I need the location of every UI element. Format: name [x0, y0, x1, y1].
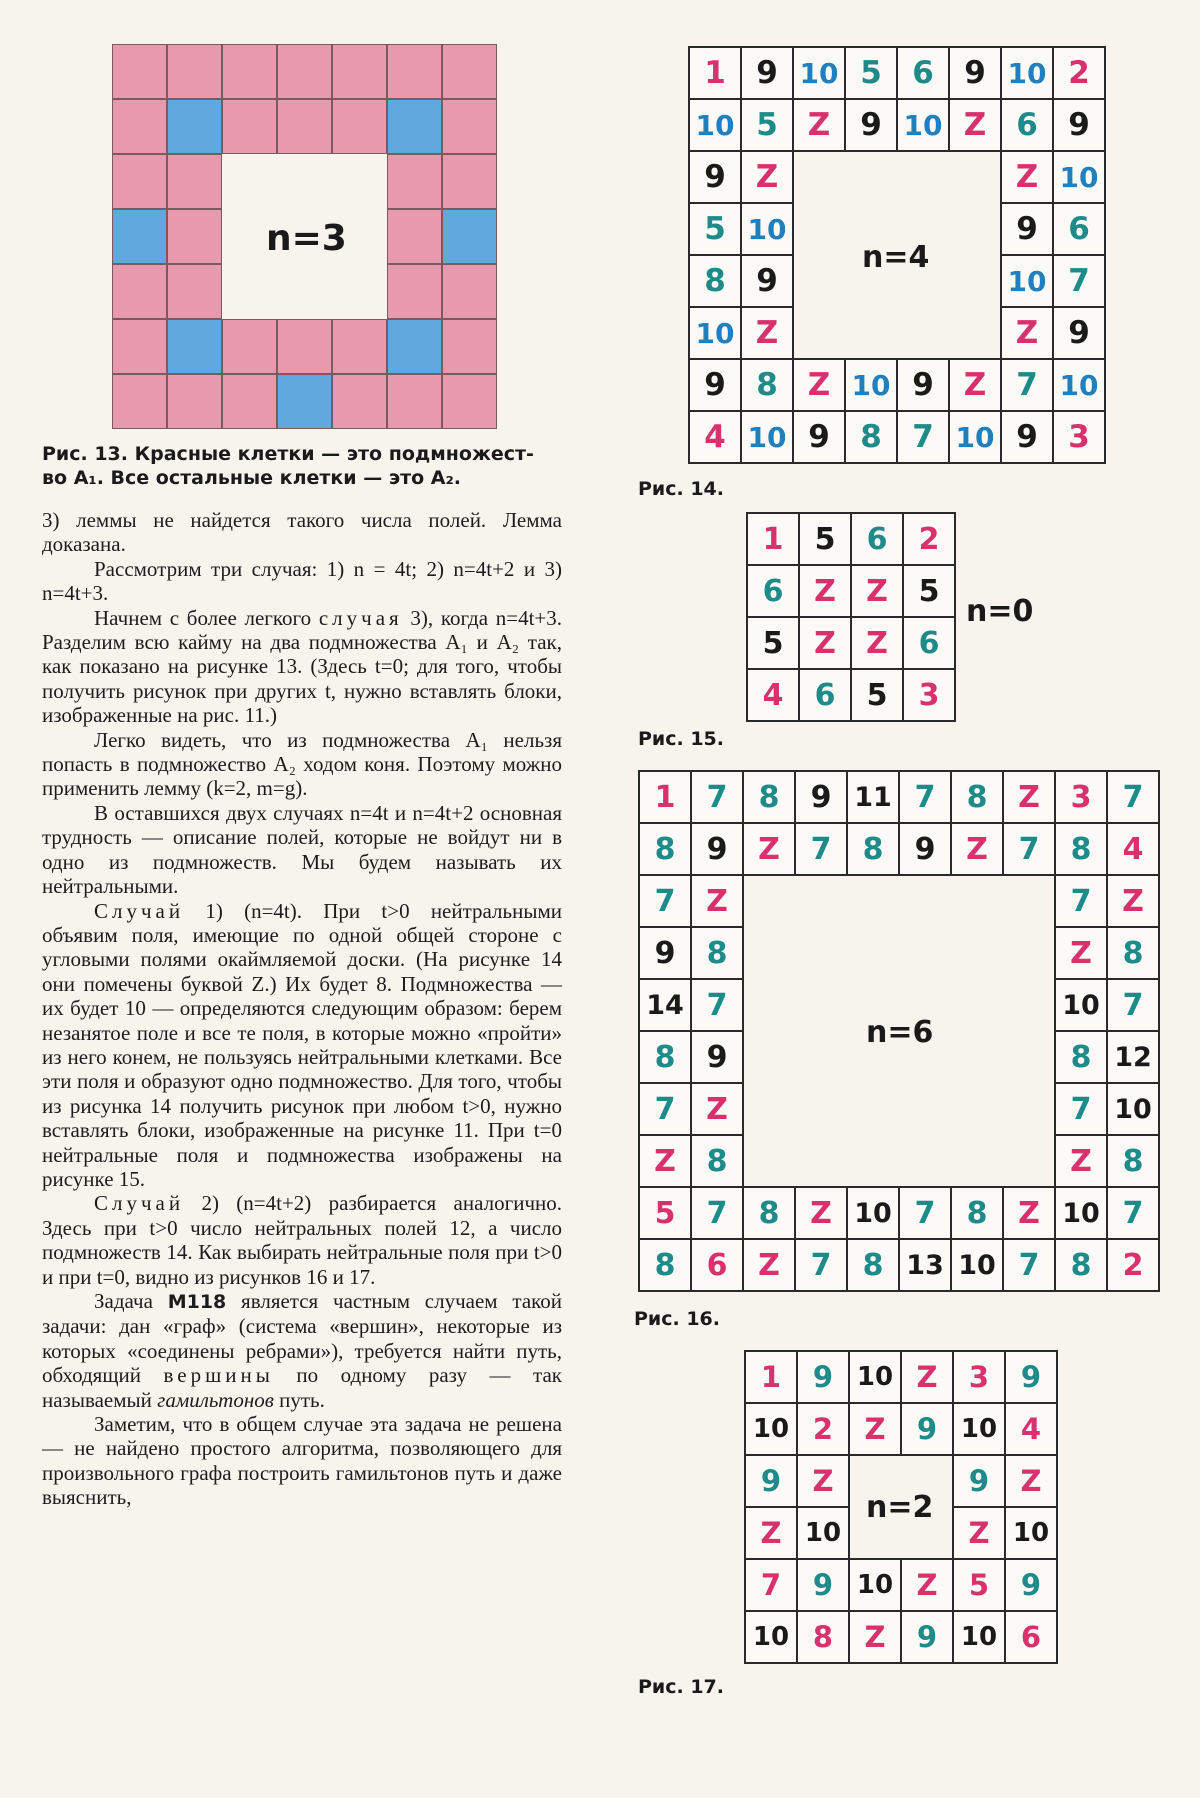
neutral-cell: Z: [948, 98, 1002, 152]
grid-cell: 1: [744, 1350, 798, 1404]
neutral-cell: Z: [952, 1506, 1006, 1560]
grid-cell: 9: [952, 1454, 1006, 1508]
spaced-word: случая: [318, 605, 403, 630]
neutral-cell: Z: [798, 616, 852, 670]
grid-cell: 10: [740, 410, 794, 464]
neutral-cell: Z: [742, 822, 796, 876]
grid-cell: 8: [688, 254, 742, 308]
grid-cell: 7: [690, 1186, 744, 1240]
grid-cell: 10: [744, 1610, 798, 1664]
blue-cell: [112, 209, 167, 264]
grid-cell: 8: [742, 770, 796, 824]
grid-cell: 7: [744, 1558, 798, 1612]
red-cell: [222, 44, 277, 99]
red-cell: [332, 374, 387, 429]
grid-cell: 10: [1052, 358, 1106, 412]
grid-cell: 9: [796, 1558, 850, 1612]
neutral-cell: Z: [900, 1350, 954, 1404]
red-cell: [277, 44, 332, 99]
grid-cell: 10: [688, 306, 742, 360]
grid-cell: 8: [796, 1610, 850, 1664]
article-text: [42, 508, 562, 1510]
grid-cell: 7: [690, 978, 744, 1032]
red-cell: [442, 319, 497, 374]
red-cell: [112, 99, 167, 154]
grid-cell: 10: [1004, 1506, 1058, 1560]
figure-15-label: n=0: [966, 594, 1034, 629]
red-cell: [442, 374, 497, 429]
red-cell: [442, 99, 497, 154]
grid-cell: 5: [688, 202, 742, 256]
red-cell: [112, 264, 167, 319]
grid-cell: 9: [896, 358, 950, 412]
grid-cell: 9: [948, 46, 1002, 100]
blue-cell: [387, 319, 442, 374]
grid-cell: 7: [896, 410, 950, 464]
grid-cell: 10: [1052, 150, 1106, 204]
neutral-cell: Z: [1106, 874, 1160, 928]
grid-cell: 7: [794, 822, 848, 876]
text-run: 2) (n=4t+2) разбирается аналогично. Здесь при t>0 число нейтральных полей 12, а число подмножеств 14. Как выбирать нейтральные поля при t>0 и при t=0, видно из рисунков 16 и 17.: [42, 1191, 562, 1289]
grid-cell: 10: [846, 1186, 900, 1240]
neutral-cell: Z: [850, 616, 904, 670]
paragraph: [42, 606, 562, 728]
grid-cell: 6: [1052, 202, 1106, 256]
neutral-cell: Z: [900, 1558, 954, 1612]
grid-cell: 8: [950, 770, 1004, 824]
grid-cell: 10: [952, 1402, 1006, 1456]
grid-cell: 9: [688, 150, 742, 204]
grid-cell: 10: [1054, 978, 1108, 1032]
grid-cell: 9: [688, 358, 742, 412]
neutral-cell: Z: [1002, 1186, 1056, 1240]
grid-cell: 9: [796, 1350, 850, 1404]
text-run: путь.: [273, 1387, 325, 1412]
red-cell: [167, 264, 222, 319]
grid-cell: 12: [1106, 1030, 1160, 1084]
neutral-cell: Z: [850, 564, 904, 618]
grid-cell: 9: [1004, 1558, 1058, 1612]
grid-cell: 9: [638, 926, 692, 980]
neutral-cell: Z: [690, 1082, 744, 1136]
grid-cell: 7: [1054, 1082, 1108, 1136]
grid-cell: 2: [1052, 46, 1106, 100]
grid-cell: 7: [1002, 822, 1056, 876]
red-cell: [332, 44, 387, 99]
red-cell: [277, 319, 332, 374]
grid-cell: 1: [688, 46, 742, 100]
grid-cell: 7: [690, 770, 744, 824]
text-run: является частным случаем такой задачи: дан «граф» (система «вершин», некоторые из которых «соединены ребрами»), требуется найти путь, обходящий: [42, 1289, 563, 1388]
grid-cell: 8: [1106, 1134, 1160, 1188]
grid-cell: 10: [950, 1238, 1004, 1292]
grid-cell: 10: [952, 1610, 1006, 1664]
grid-cell: 5: [740, 98, 794, 152]
red-cell: [112, 374, 167, 429]
neutral-cell: Z: [1002, 770, 1056, 824]
neutral-cell: Z: [848, 1402, 902, 1456]
grid-cell: 9: [898, 822, 952, 876]
grid-cell: 6: [690, 1238, 744, 1292]
grid-cell: 7: [898, 1186, 952, 1240]
grid-cell: 1: [746, 512, 800, 566]
spaced-word: Случай: [94, 898, 185, 923]
grid-cell: 5: [850, 668, 904, 722]
grid-cell: 10: [844, 358, 898, 412]
figure-13-caption: [42, 442, 562, 490]
grid-cell: 5: [638, 1186, 692, 1240]
grid-cell: 10: [792, 46, 846, 100]
red-cell: [387, 374, 442, 429]
neutral-cell: Z: [792, 358, 846, 412]
neutral-cell: Z: [1000, 150, 1054, 204]
grid-cell: 8: [1054, 822, 1108, 876]
neutral-cell: Z: [792, 98, 846, 152]
neutral-cell: Z: [1054, 926, 1108, 980]
grid-cell: 7: [638, 874, 692, 928]
grid-cell: 5: [746, 616, 800, 670]
grid-cell: 7: [638, 1082, 692, 1136]
grid-cell: 6: [896, 46, 950, 100]
grid-cell: 4: [1106, 822, 1160, 876]
grid-cell: 10: [1000, 254, 1054, 308]
grid-cell: 10: [948, 410, 1002, 464]
red-cell: [387, 264, 442, 319]
paragraph: Легко видеть, что из подмножества A₁ нельзя попасть в подмножество A₂ ходом коня. Поэтому можно применить лемму (k=2, m=g).: [42, 727, 562, 801]
neutral-cell: Z: [794, 1186, 848, 1240]
grid-cell: 10: [896, 98, 950, 152]
red-cell: [442, 264, 497, 319]
grid-cell: 3: [1052, 410, 1106, 464]
figure-14-label: n=4: [862, 240, 930, 275]
grid-cell: 13: [898, 1238, 952, 1292]
grid-cell: 9: [740, 46, 794, 100]
grid-cell: 6: [798, 668, 852, 722]
spaced-word: вершины: [163, 1363, 274, 1388]
neutral-cell: Z: [742, 1238, 796, 1292]
neutral-cell: Z: [1004, 1454, 1058, 1508]
neutral-cell: Z: [950, 822, 1004, 876]
grid-cell: 9: [744, 1454, 798, 1508]
grid-cell: 2: [902, 512, 956, 566]
grid-cell: 8: [740, 358, 794, 412]
grid-cell: 8: [690, 926, 744, 980]
red-cell: [112, 44, 167, 99]
red-cell: [387, 154, 442, 209]
grid-cell: 11: [846, 770, 900, 824]
neutral-cell: Z: [690, 874, 744, 928]
grid-cell: 8: [846, 822, 900, 876]
red-cell: [112, 319, 167, 374]
neutral-cell: Z: [1054, 1134, 1108, 1188]
figure-15-caption: Рис. 15.: [638, 728, 724, 750]
grid-cell: 7: [1106, 1186, 1160, 1240]
text-run: 1) (n=4t). При t>0 нейтральными объявим поля, имеющие по одной общей стороне с угловыми полями окаймляемой доски. (На рисунке 14 они помечены буквой Z.) Их будет 8. Подмножества — их будет 10 — определяются следующим образом: берем незанятое поле и все те поля, в которые можно «пройти» из него конем, не пользуясь нейтральными клетками. Все эти поля и образуют одно подмножество. Для того, чтобы из рисунка 14 получить рисунок при любом t>0, нужно вставлять блоки, изображенные на рисунке 11. При t=0 нейтральные поля и подмножества изображены на рисунке 15.: [42, 898, 562, 1191]
grid-cell: 4: [1004, 1402, 1058, 1456]
figure-17-caption: Рис. 17.: [638, 1676, 724, 1698]
grid-cell: 7: [1106, 770, 1160, 824]
grid-cell: 3: [952, 1350, 1006, 1404]
grid-cell: 9: [900, 1402, 954, 1456]
grid-cell: 7: [898, 770, 952, 824]
grid-cell: 10: [740, 202, 794, 256]
paragraph: Рассмотрим три случая: 1) n = 4t; 2) n=4t+2 и 3) n=4t+3.: [42, 556, 562, 606]
grid-cell: 9: [1000, 202, 1054, 256]
grid-cell: 5: [902, 564, 956, 618]
spaced-word: Случай: [94, 1191, 185, 1216]
red-cell: [332, 99, 387, 154]
blue-cell: [387, 99, 442, 154]
paragraph: [42, 1191, 562, 1289]
red-cell: [442, 154, 497, 209]
grid-cell: 9: [1004, 1350, 1058, 1404]
grid-cell: 10: [744, 1402, 798, 1456]
grid-cell: 8: [1054, 1238, 1108, 1292]
blue-cell: [442, 209, 497, 264]
grid-cell: 5: [844, 46, 898, 100]
grid-cell: 8: [690, 1134, 744, 1188]
grid-cell: 8: [638, 1238, 692, 1292]
grid-cell: 10: [848, 1350, 902, 1404]
problem-number: M118: [167, 1291, 227, 1313]
grid-cell: 6: [902, 616, 956, 670]
neutral-cell: Z: [798, 564, 852, 618]
grid-cell: 9: [690, 1030, 744, 1084]
grid-cell: 6: [746, 564, 800, 618]
grid-cell: 8: [950, 1186, 1004, 1240]
text-run: по одному разу — так называемый: [42, 1363, 562, 1412]
grid-cell: 8: [742, 1186, 796, 1240]
neutral-cell: Z: [740, 306, 794, 360]
text-run: Начнем с более легкого: [94, 605, 319, 630]
grid-cell: 9: [690, 822, 744, 876]
red-cell: [167, 154, 222, 209]
figure-16-caption: Рис. 16.: [634, 1308, 720, 1330]
paragraph: 3) леммы не найдется такого числа полей. Лемма доказана.: [42, 508, 562, 557]
grid-cell: 9: [1052, 98, 1106, 152]
figure-14-caption: Рис. 14.: [638, 478, 724, 500]
grid-cell: 6: [1004, 1610, 1058, 1664]
blue-cell: [277, 374, 332, 429]
grid-cell: 9: [792, 410, 846, 464]
grid-cell: 9: [740, 254, 794, 308]
red-cell: [277, 99, 332, 154]
neutral-cell: Z: [848, 1610, 902, 1664]
grid-cell: 3: [902, 668, 956, 722]
grid-cell: 1: [638, 770, 692, 824]
grid-cell: 10: [1000, 46, 1054, 100]
grid-cell: 6: [850, 512, 904, 566]
neutral-cell: Z: [638, 1134, 692, 1188]
figure-16-label: n=6: [866, 1015, 934, 1050]
grid-cell: 7: [1106, 978, 1160, 1032]
grid-cell: 2: [796, 1402, 850, 1456]
figure-13-label: n=3: [266, 218, 347, 259]
grid-cell: 9: [794, 770, 848, 824]
red-cell: [222, 99, 277, 154]
figure-13-caption-line1: Рис. 13. Красные клетки — это подмножест-: [42, 443, 534, 465]
red-cell: [222, 319, 277, 374]
figure-17-label: n=2: [866, 1490, 934, 1525]
grid-cell: 9: [1052, 306, 1106, 360]
grid-cell: 7: [1052, 254, 1106, 308]
neutral-cell: Z: [740, 150, 794, 204]
red-cell: [167, 44, 222, 99]
grid-cell: 9: [844, 98, 898, 152]
grid-cell: 3: [1054, 770, 1108, 824]
grid-cell: 5: [952, 1558, 1006, 1612]
grid-cell: 5: [798, 512, 852, 566]
paragraph: В оставшихся двух случаях n=4t и n=4t+2 основная трудность — описание полей, которые не войдут ни в одно из подмножеств. Мы будем называть их нейтральными.: [42, 800, 562, 899]
neutral-cell: Z: [744, 1506, 798, 1560]
grid-cell: 10: [848, 1558, 902, 1612]
grid-cell: 6: [1000, 98, 1054, 152]
blue-cell: [167, 99, 222, 154]
grid-cell: 9: [1000, 410, 1054, 464]
grid-cell: 4: [746, 668, 800, 722]
neutral-cell: Z: [948, 358, 1002, 412]
red-cell: [387, 44, 442, 99]
paragraph: Заметим, что в общем случае эта задача не решена — не найдено простого алгоритма, позволяющего для произвольного графа построить гамильтонов путь и даже выяснить,: [42, 1412, 562, 1510]
grid-cell: 4: [688, 410, 742, 464]
neutral-cell: Z: [796, 1454, 850, 1508]
grid-cell: 2: [1106, 1238, 1160, 1292]
grid-cell: 7: [1054, 874, 1108, 928]
red-cell: [442, 44, 497, 99]
figure-13-caption-line2: во А₁. Все остальные клетки — это А₂.: [42, 467, 462, 489]
red-cell: [387, 209, 442, 264]
grid-cell: 7: [794, 1238, 848, 1292]
text-run: Задача: [94, 1289, 168, 1313]
red-cell: [167, 374, 222, 429]
grid-cell: 10: [796, 1506, 850, 1560]
grid-cell: 8: [1054, 1030, 1108, 1084]
blue-cell: [167, 319, 222, 374]
grid-cell: 8: [638, 822, 692, 876]
grid-cell: 10: [1054, 1186, 1108, 1240]
red-cell: [332, 319, 387, 374]
paragraph: [42, 1289, 562, 1412]
grid-cell: 9: [900, 1610, 954, 1664]
grid-cell: 8: [844, 410, 898, 464]
red-cell: [112, 154, 167, 209]
grid-cell: 10: [1106, 1082, 1160, 1136]
grid-cell: 7: [1002, 1238, 1056, 1292]
text-run: 3), когда n=4t+3. Разделим всю кайму на два подмножества A₁ и A₂ так, как показано на рисунке 13. (Здесь t=0; для того, чтобы получить рисунок при других t, нужно вставлять блоки, изображенные на рис. 11.): [42, 605, 562, 728]
grid-cell: 7: [1000, 358, 1054, 412]
red-cell: [167, 209, 222, 264]
grid-cell: 8: [1106, 926, 1160, 980]
grid-cell: 8: [846, 1238, 900, 1292]
paragraph: [42, 899, 562, 1192]
neutral-cell: Z: [1000, 306, 1054, 360]
grid-cell: 14: [638, 978, 692, 1032]
red-cell: [222, 374, 277, 429]
grid-cell: 10: [688, 98, 742, 152]
italic-term: гамильтонов: [157, 1387, 274, 1412]
grid-cell: 8: [638, 1030, 692, 1084]
